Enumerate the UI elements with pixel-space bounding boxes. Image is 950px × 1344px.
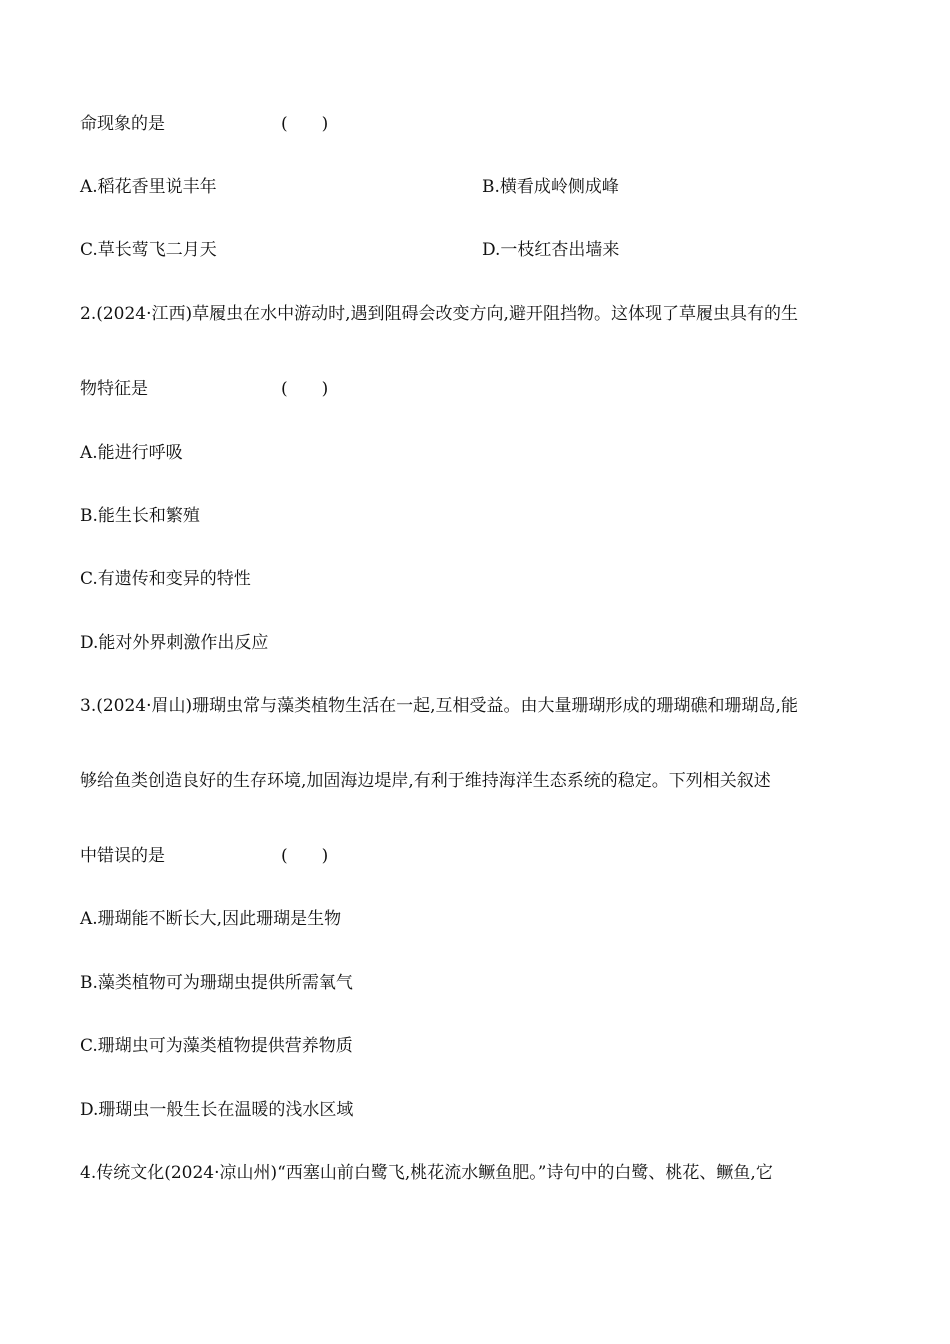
q2-stem-line-2: 物特征是 [80, 379, 148, 399]
q3-answer-blank: ( ) [281, 846, 329, 866]
q4-stem-line-1: 4.传统文化(2024·凉山州)“西塞山前白鹭飞,桃花流水鳜鱼肥。”诗句中的白鹭、桃花、鳜鱼,它 [80, 1163, 773, 1183]
q2-option-a: A.能进行呼吸 [80, 443, 183, 463]
q1-answer-blank: ( ) [281, 114, 329, 134]
q1-option-a: A.稻花香里说丰年 [80, 177, 217, 197]
q1-option-b: B.横看成岭侧成峰 [482, 177, 619, 197]
q3-option-b: B.藻类植物可为珊瑚虫提供所需氧气 [80, 973, 353, 993]
q2-answer-blank: ( ) [281, 379, 329, 399]
q3-option-a: A.珊瑚能不断长大,因此珊瑚是生物 [80, 909, 342, 929]
q3-stem-line-3: 中错误的是 [80, 846, 165, 866]
q2-option-c: C.有遗传和变异的特性 [80, 569, 251, 589]
q1-option-d: D.一枝红杏出墙来 [482, 240, 620, 260]
q2-option-d: D.能对外界刺激作出反应 [80, 633, 269, 653]
q1-stem-tail: 命现象的是 [80, 114, 165, 134]
q2-stem-line-1: 2.(2024·江西)草履虫在水中游动时,遇到阻碍会改变方向,避开阻挡物。这体现了草履虫具有的生 [80, 304, 798, 324]
q3-stem-line-2: 够给鱼类创造良好的生存环境,加固海边堤岸,有利于维持海洋生态系统的稳定。下列相关叙述 [80, 771, 771, 791]
q3-option-c: C.珊瑚虫可为藻类植物提供营养物质 [80, 1036, 353, 1056]
q3-option-d: D.珊瑚虫一般生长在温暖的浅水区域 [80, 1100, 354, 1120]
q3-stem-line-1: 3.(2024·眉山)珊瑚虫常与藻类植物生活在一起,互相受益。由大量珊瑚形成的珊瑚礁和珊瑚岛,能 [80, 696, 798, 716]
q1-option-c: C.草长莺飞二月天 [80, 240, 217, 260]
q2-option-b: B.能生长和繁殖 [80, 506, 200, 526]
